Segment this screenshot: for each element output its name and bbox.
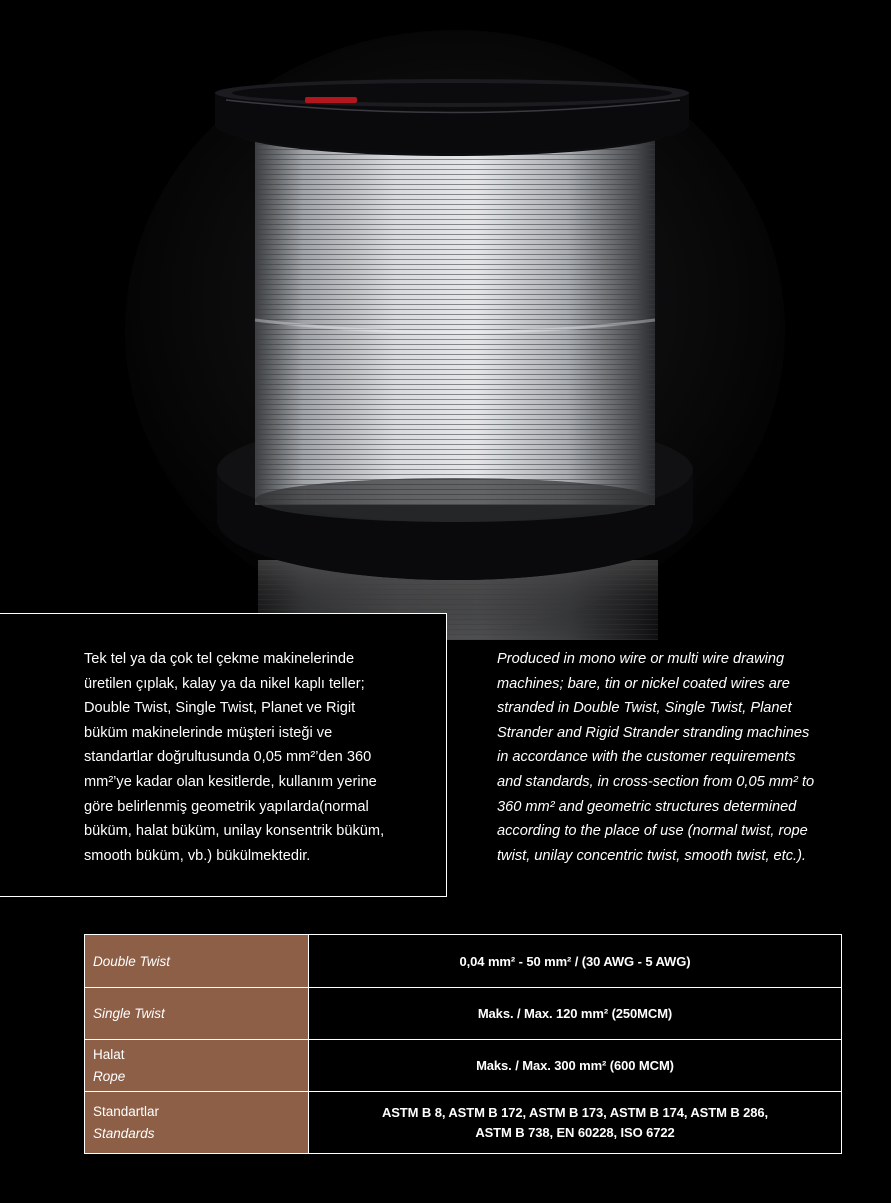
spec-value-rope: Maks. / Max. 300 mm² (600 MCM)	[309, 1040, 842, 1092]
spec-label-en: Standards	[93, 1125, 155, 1141]
spec-label-en: Rope	[93, 1068, 126, 1084]
table-row	[85, 1040, 842, 1092]
table-row	[85, 1092, 842, 1154]
spec-value-line: ASTM B 738, EN 60228, ISO 6722	[475, 1124, 675, 1140]
spec-label-text: Double Twist	[93, 953, 171, 969]
specs-table	[84, 934, 842, 1154]
table-row	[85, 988, 842, 1040]
spec-value-line: ASTM B 8, ASTM B 172, ASTM B 173, ASTM B 174, ASTM B 286,	[381, 1104, 769, 1120]
spec-value-double-twist: 0,04 mm² - 50 mm² / (30 AWG - 5 AWG)	[309, 935, 842, 988]
spec-label-tr: Standartlar	[93, 1103, 160, 1119]
spec-value-standards	[309, 1092, 842, 1154]
spec-value-single-twist: Maks. / Max. 120 mm² (250MCM)	[309, 988, 842, 1040]
table-row	[85, 935, 842, 988]
spec-label-tr: Halat	[93, 1046, 125, 1062]
spec-label-standards	[85, 1092, 309, 1154]
spec-label-double-twist	[85, 935, 309, 988]
spec-label-text: Single Twist	[93, 1006, 165, 1021]
description-english: Produced in mono wire or multi wire drawing machines; bare, tin or nickel coated wires are stranded in Double Twist, Single Twist, Planet Strander and Rigid Strander stranding machines in accordance with the customer requirements and standards, in cross-section from 0,05 mm² to 360 mm² and geometric structures determined according to the place of use (normal twist, rope twist, unilay concentric twist, smooth twist, etc.).	[497, 651, 815, 864]
description-turkish: Tek tel ya da çok tel çekme makinelerinde üretilen çıplak, kalay ya da nikel kaplı teller; Double Twist, Single Twist, Planet ve Rigit büküm makinelerinde müşteri isteği ve standartlar doğrultusunda 0,05 mm²’den 360 mm²’ye kadar olan kesitlerde, kullanım yerine göre belirlenmiş geometrik yapılarda(normal büküm, halat büküm, unilay konsentrik büküm, smooth büküm, vb.) bükülmektedir.	[84, 651, 385, 864]
spec-label-rope	[85, 1040, 309, 1092]
spec-label-single-twist	[85, 988, 309, 1040]
